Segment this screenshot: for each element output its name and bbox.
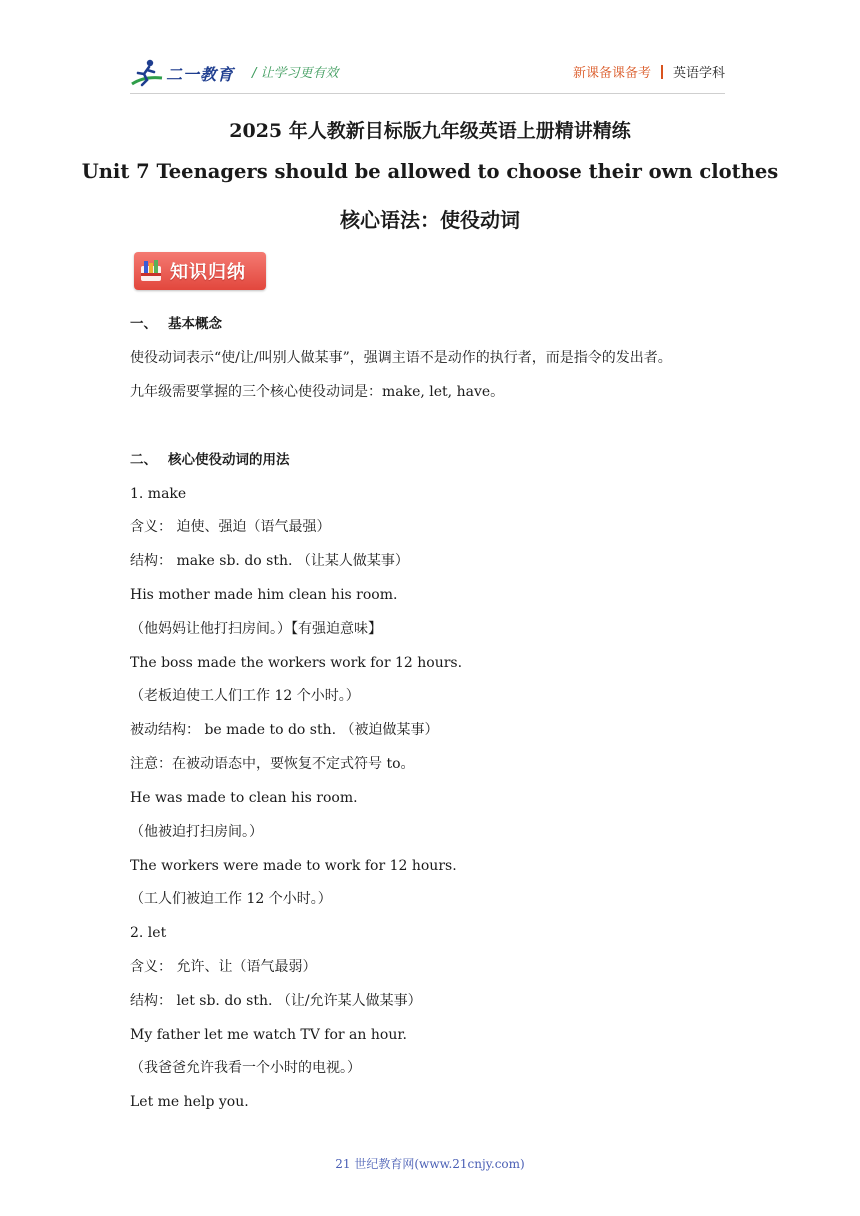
example-translation: （工人们被迫工作 12 个小时。） bbox=[130, 891, 332, 907]
subheading-make: 1. make bbox=[130, 486, 187, 502]
page-header bbox=[130, 56, 725, 90]
structure-line: 结构： let sb. do sth. （让/允许某人做某事） bbox=[130, 993, 422, 1009]
passive-structure-line: 被动结构： be made to do sth. （被迫做某事） bbox=[130, 722, 439, 738]
meaning-line: 含义： 迫使、强迫（语气最强） bbox=[130, 519, 331, 535]
paragraph: 九年级需要掌握的三个核心使役动词是：make, let, have。 bbox=[130, 384, 505, 400]
meaning-line: 含义： 允许、让（语气最弱） bbox=[130, 959, 317, 975]
grammar-title: 核心语法：使役动词 bbox=[340, 208, 520, 232]
example-sentence: The boss made the workers work for 12 hours. bbox=[130, 655, 463, 671]
unit-title: Unit 7 Teenagers should be allowed to choose their own clothes bbox=[81, 160, 779, 183]
header-course-label: 新课备课备考 bbox=[572, 66, 651, 81]
section-title: 核心使役动词的用法 bbox=[168, 452, 290, 468]
section-title: 基本概念 bbox=[168, 316, 222, 332]
structure-line: 结构： make sb. do sth. （让某人做某事） bbox=[130, 553, 409, 569]
example-translation: （他被迫打扫房间。） bbox=[130, 824, 263, 840]
slogan: / 让学习更有效 bbox=[252, 66, 339, 81]
example-translation: （老板迫使工人们工作 12 个小时。） bbox=[130, 688, 360, 704]
section-heading-1 bbox=[130, 315, 222, 333]
header-divider bbox=[661, 65, 663, 79]
header-subject-label: 英语学科 bbox=[672, 66, 725, 81]
example-translation: （我爸爸允许我看一个小时的电视。） bbox=[130, 1060, 361, 1076]
example-sentence: The workers were made to work for 12 hours. bbox=[130, 858, 457, 874]
runner-logo-icon bbox=[130, 58, 164, 88]
header-subject bbox=[573, 62, 725, 81]
paragraph: 使役动词表示“使/让/叫别人做某事”，强调主语不是动作的执行者，而是指令的发出者。 bbox=[130, 350, 672, 366]
books-icon bbox=[138, 258, 164, 284]
logo bbox=[130, 56, 234, 90]
logo-text: 二一教育 bbox=[166, 64, 235, 84]
example-sentence: He was made to clean his room. bbox=[130, 790, 358, 806]
subheading-let: 2. let bbox=[130, 925, 167, 941]
example-sentence: His mother made him clean his room. bbox=[130, 587, 398, 603]
header-rule bbox=[130, 93, 725, 94]
example-sentence: Let me help you. bbox=[130, 1094, 249, 1110]
page-footer: 21 世纪教育网(www.21cnjy.com) bbox=[335, 1157, 525, 1171]
section-heading-2 bbox=[130, 451, 290, 469]
page-title: 2025 年人教新目标版九年级英语上册精讲精练 bbox=[229, 120, 631, 142]
knowledge-summary-badge bbox=[134, 252, 266, 290]
note-line: 注意：在被动语态中，要恢复不定式符号 to。 bbox=[130, 756, 415, 772]
badge-label: 知识归纳 bbox=[170, 262, 246, 283]
example-translation: （他妈妈让他打扫房间。）【有强迫意味】 bbox=[130, 621, 382, 637]
section-number: 一、 bbox=[130, 316, 157, 332]
example-sentence: My father let me watch TV for an hour. bbox=[130, 1027, 407, 1043]
section-number: 二、 bbox=[130, 452, 157, 468]
